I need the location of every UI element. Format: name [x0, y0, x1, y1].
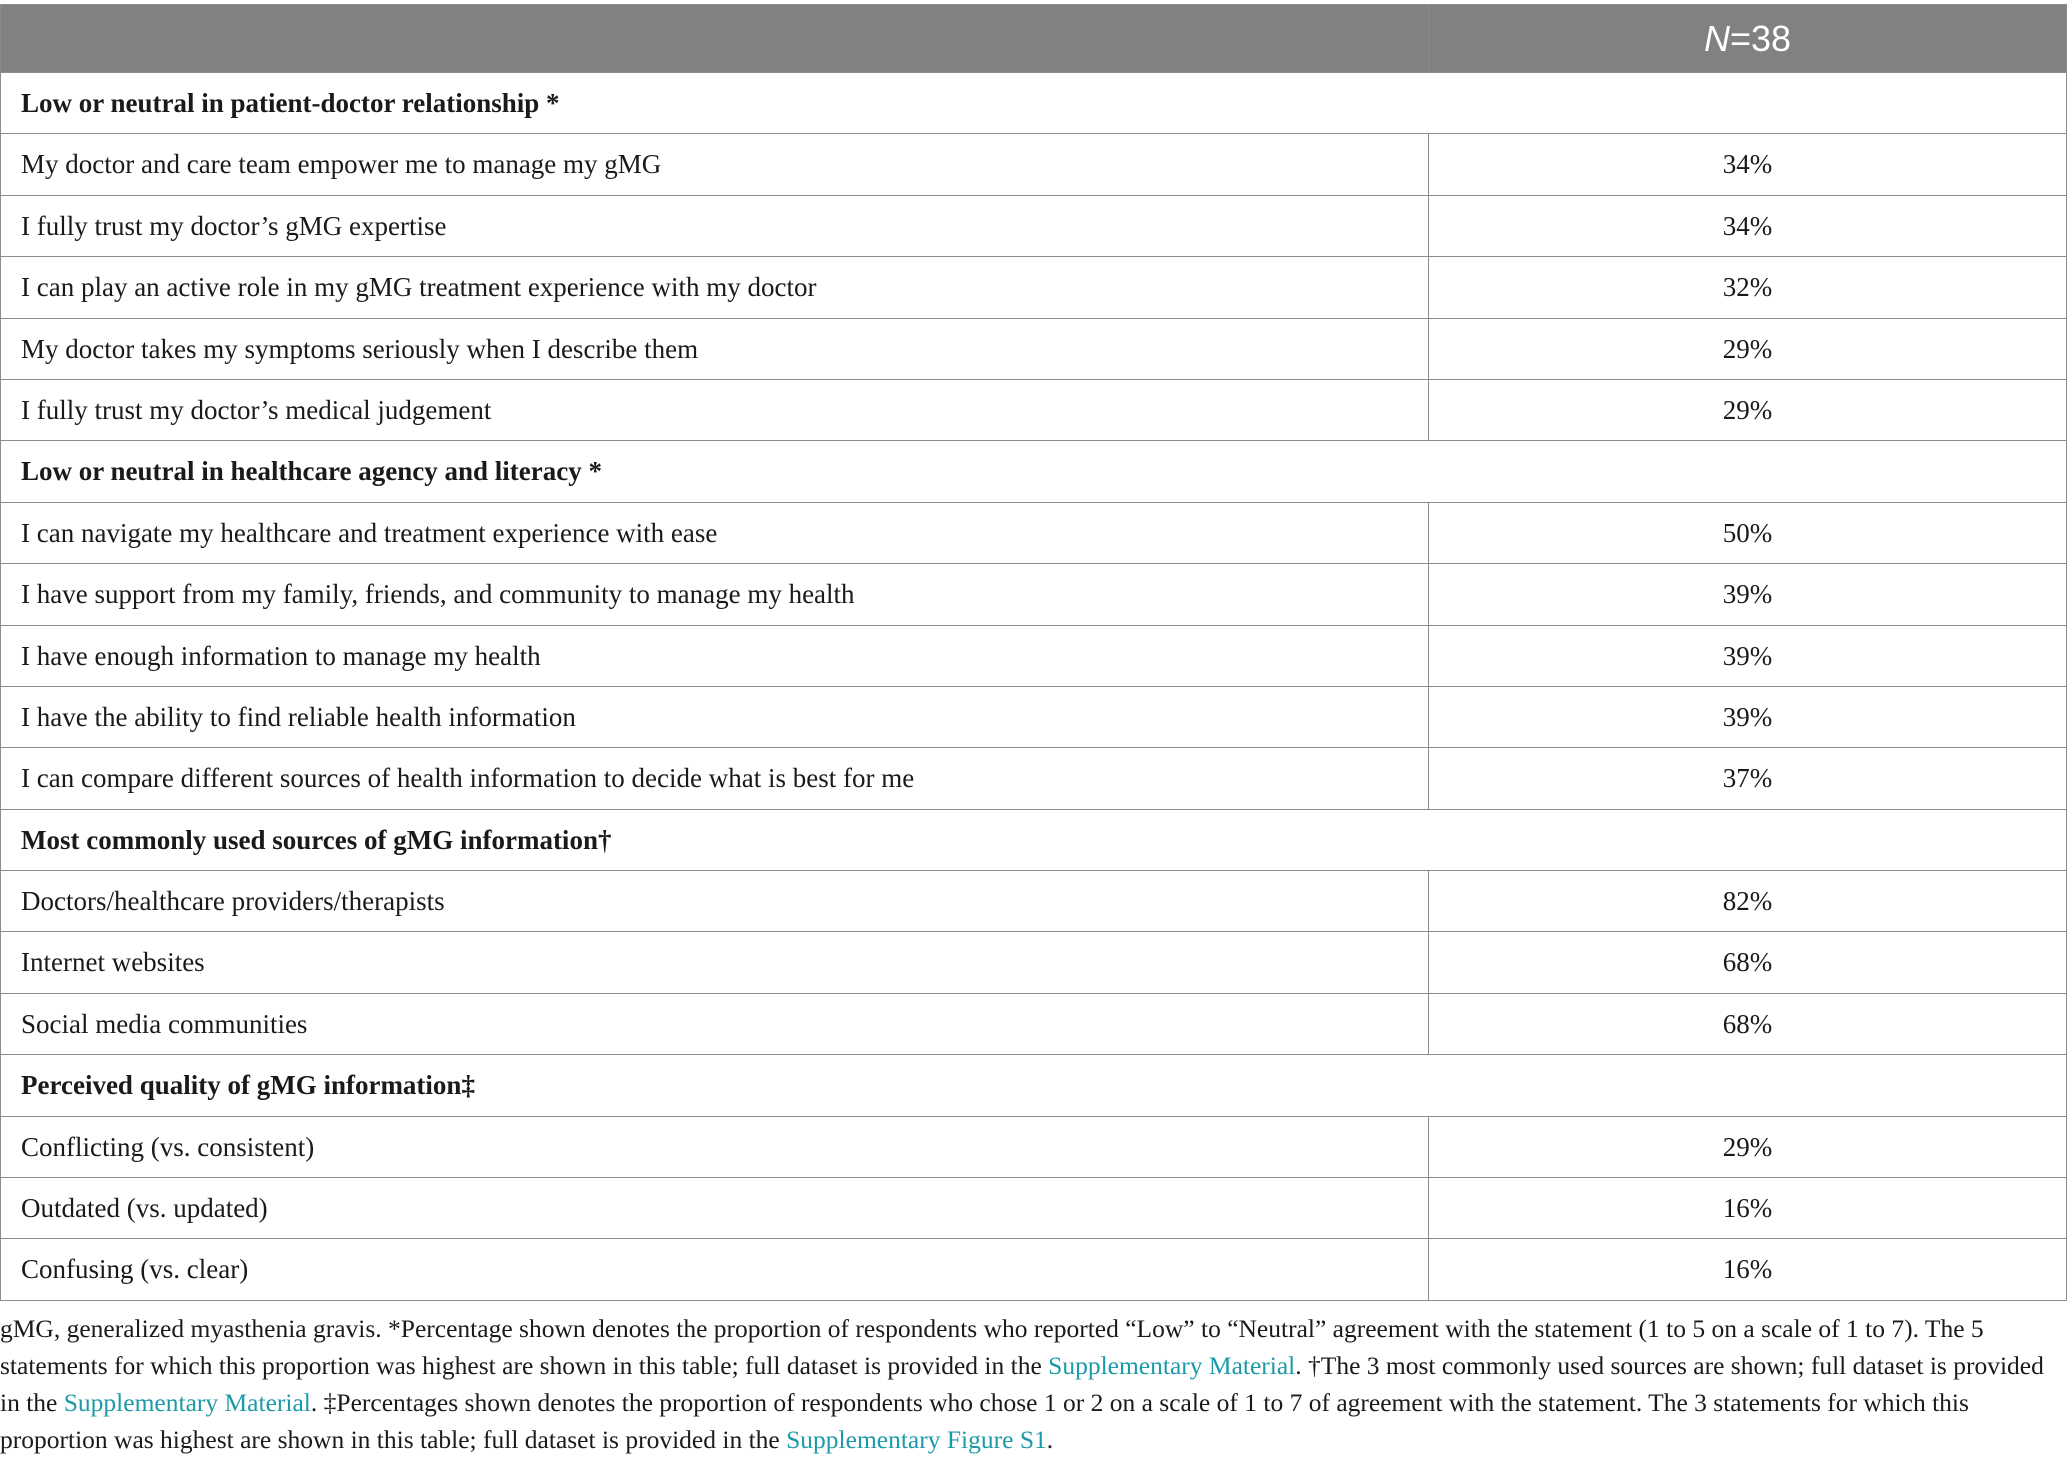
percentage-value: 34% [1429, 195, 2067, 256]
survey-results-table [0, 4, 2067, 1301]
supplementary-figure-link[interactable]: Supplementary Figure S1 [786, 1425, 1047, 1454]
percentage-value: 37% [1429, 748, 2067, 809]
percentage-value: 16% [1429, 1239, 2067, 1300]
percentage-value: 68% [1429, 993, 2067, 1054]
statement-label: My doctor and care team empower me to manage my gMG [1, 134, 1429, 195]
statement-label: I can play an active role in my gMG treatment experience with my doctor [1, 257, 1429, 318]
table-header-row [1, 5, 2067, 73]
percentage-value: 29% [1429, 379, 2067, 440]
table-row [1, 1116, 2067, 1177]
table-row [1, 318, 2067, 379]
percentage-value: 34% [1429, 134, 2067, 195]
table-row [1, 686, 2067, 747]
table-row [1, 1178, 2067, 1239]
statement-label: My doctor takes my symptoms seriously when I describe them [1, 318, 1429, 379]
percentage-value: 39% [1429, 625, 2067, 686]
supplementary-material-link-2[interactable]: Supplementary Material [63, 1388, 311, 1417]
statement-label: Confusing (vs. clear) [1, 1239, 1429, 1300]
percentage-value: 29% [1429, 1116, 2067, 1177]
header-n-cell [1429, 5, 2067, 73]
percentage-value: 39% [1429, 686, 2067, 747]
header-n-symbol: N [1703, 17, 1730, 59]
statement-label: I have enough information to manage my health [1, 625, 1429, 686]
section-title: Most commonly used sources of gMG information† [1, 809, 2067, 870]
percentage-value: 82% [1429, 871, 2067, 932]
statement-label: I have support from my family, friends, and community to manage my health [1, 564, 1429, 625]
table-row [1, 871, 2067, 932]
statement-label: I have the ability to find reliable health information [1, 686, 1429, 747]
section-header-row [1, 1055, 2067, 1116]
statement-label: Outdated (vs. updated) [1, 1178, 1429, 1239]
table-row [1, 564, 2067, 625]
header-blank-cell [1, 5, 1429, 73]
section-title: Low or neutral in healthcare agency and literacy * [1, 441, 2067, 502]
footnote-text-1: gMG, generalized myasthenia gravis. *Percentage shown denotes the proportion of respondents who reported “Low” to “Neutral” agreement with the statement (1 to 5 on a scale of 1 to 7). The 5 statements for which this proportion was highest are shown in this table; full dataset is provided in the [0, 1314, 1984, 1380]
percentage-value: 68% [1429, 932, 2067, 993]
table-row [1, 195, 2067, 256]
section-title: Low or neutral in patient-doctor relationship * [1, 73, 2067, 134]
table-row [1, 502, 2067, 563]
footnote-text-4: . [1046, 1425, 1054, 1454]
footnote-text-2: . †The 3 most commonly used sources are shown; full dataset is provided in the [0, 1351, 2044, 1417]
section-header-row [1, 809, 2067, 870]
statement-label: Doctors/healthcare providers/therapists [1, 871, 1429, 932]
percentage-value: 29% [1429, 318, 2067, 379]
header-n-value: =38 [1729, 17, 1792, 59]
table-row [1, 625, 2067, 686]
percentage-value: 32% [1429, 257, 2067, 318]
statement-label: Internet websites [1, 932, 1429, 993]
supplementary-material-link-1[interactable]: Supplementary Material [1048, 1351, 1296, 1380]
percentage-value: 16% [1429, 1178, 2067, 1239]
statement-label: Social media communities [1, 993, 1429, 1054]
percentage-value: 50% [1429, 502, 2067, 563]
statement-label: Conflicting (vs. consistent) [1, 1116, 1429, 1177]
table-row [1, 932, 2067, 993]
table-footnote [0, 1310, 2050, 1458]
percentage-value: 39% [1429, 564, 2067, 625]
table-row [1, 993, 2067, 1054]
statement-label: I can navigate my healthcare and treatment experience with ease [1, 502, 1429, 563]
table-row [1, 257, 2067, 318]
table-row [1, 1239, 2067, 1300]
statement-label: I fully trust my doctor’s medical judgement [1, 379, 1429, 440]
table-row [1, 134, 2067, 195]
section-header-row [1, 441, 2067, 502]
statement-label: I can compare different sources of health information to decide what is best for me [1, 748, 1429, 809]
table-row [1, 379, 2067, 440]
table-row [1, 748, 2067, 809]
table-body [1, 73, 2067, 1301]
section-title: Perceived quality of gMG information‡ [1, 1055, 2067, 1116]
section-header-row [1, 73, 2067, 134]
statement-label: I fully trust my doctor’s gMG expertise [1, 195, 1429, 256]
footnote-text-3: . ‡Percentages shown denotes the proportion of respondents who chose 1 or 2 on a scale of 1 to 7 of agreement with the statement. The 3 statements for which this proportion was highest are shown in this table; full dataset is provided in the [0, 1388, 1969, 1454]
